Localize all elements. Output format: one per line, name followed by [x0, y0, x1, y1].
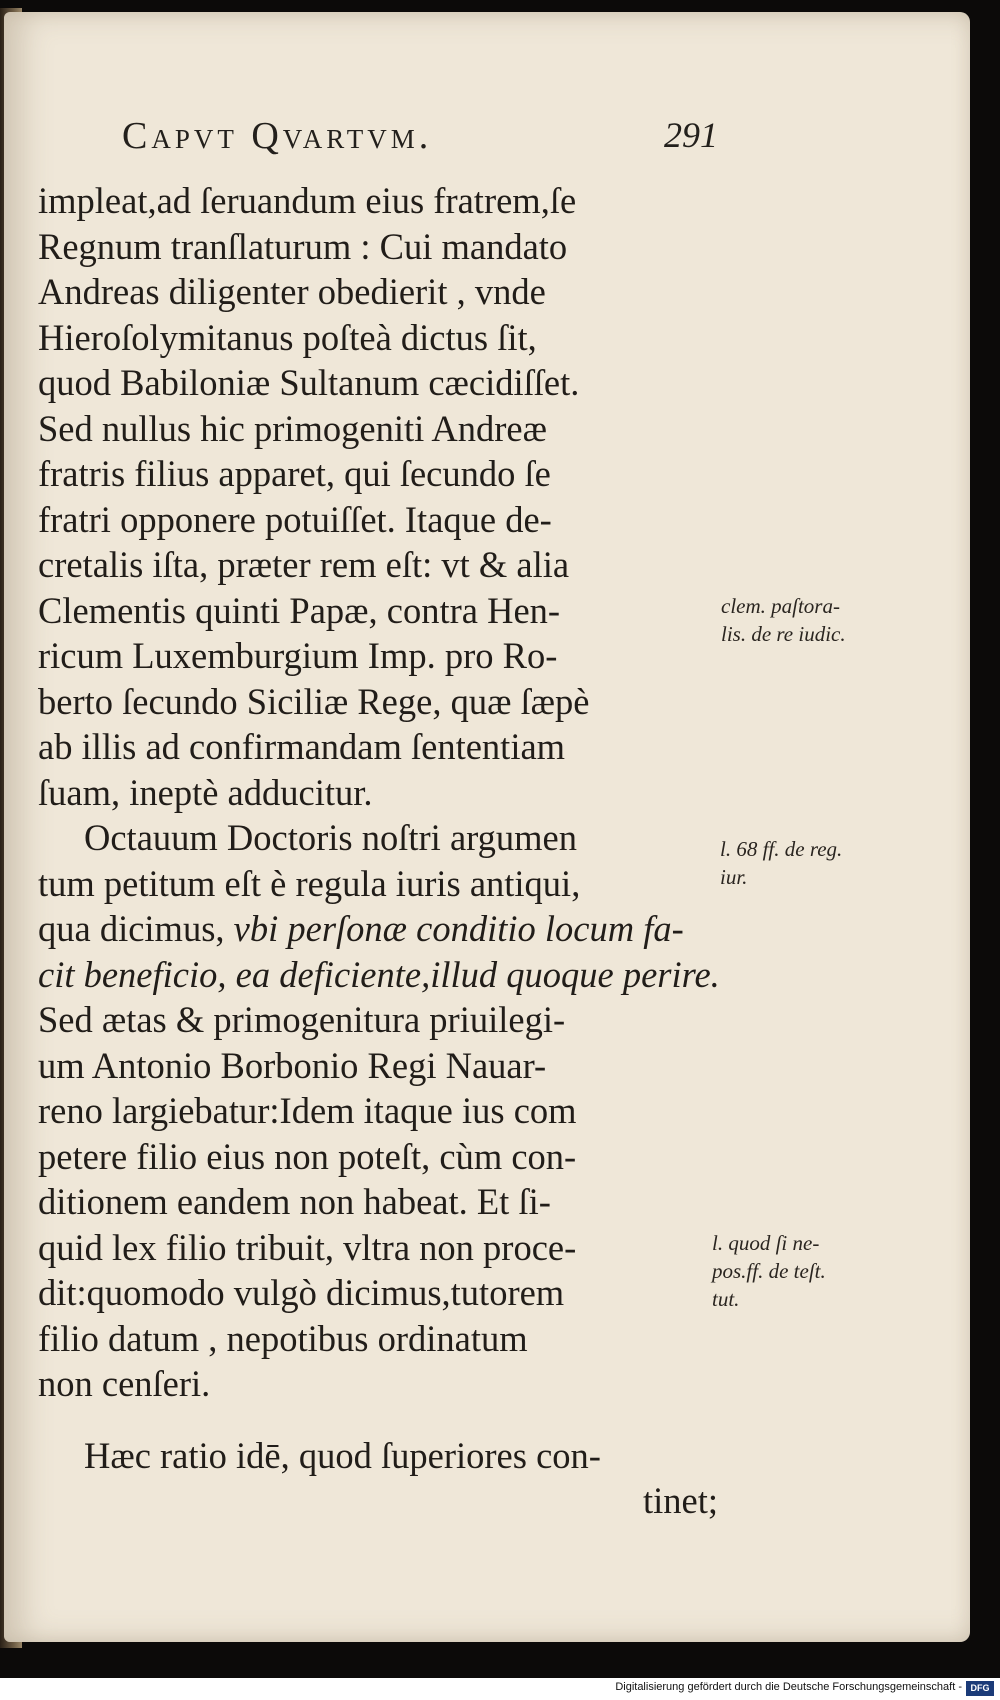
- text-run: Clementis quinti Papæ, contra Hen-: [38, 589, 561, 631]
- text-line: [38, 178, 718, 224]
- text-line: [38, 224, 718, 270]
- text-line: [38, 952, 718, 998]
- footer-credit: Digitalisierung gefördert durch die Deutsche Forschungsgemeinschaft -: [615, 1681, 962, 1693]
- text-line: [38, 1361, 718, 1407]
- marginal-note-line: iur.: [720, 865, 748, 889]
- text-line: [38, 1478, 718, 1524]
- marginal-note-2: [720, 835, 842, 891]
- text-run: Hieroſolymitanus poſteà dictus ſit,: [38, 316, 537, 358]
- text-line: [38, 997, 718, 1043]
- text-run: fratris filius apparet, qui ſecundo ſe: [38, 453, 551, 494]
- text-run: Octauum Doctoris noſtri argumen: [84, 817, 577, 858]
- text-run: tum petitum eſt è regula iuris antiqui,: [38, 862, 581, 904]
- text-run: qua dicimus,: [38, 908, 234, 949]
- text-line: [38, 1179, 718, 1225]
- text-run: Hæc ratio idē, quod ſuperiores con-: [84, 1434, 601, 1476]
- text-line: [38, 315, 718, 361]
- text-run: dit:quomodo vulgò dicimus,tutorem: [38, 1272, 565, 1313]
- text-run: ab illis ad confirmandam ſententiam: [38, 726, 566, 767]
- text-line: [38, 1316, 718, 1362]
- paragraph-gap: [38, 1407, 718, 1433]
- marginal-note-line: tut.: [712, 1287, 740, 1311]
- text-line: [38, 451, 718, 497]
- text-line: [38, 1433, 718, 1479]
- text-run: cretalis iſta, præter rem eſt: vt & alia: [38, 544, 570, 585]
- marginal-note-line: l. quod ſi ne-: [712, 1231, 820, 1255]
- text-line: [38, 1225, 718, 1271]
- text-run: petere filio eius non poteſt, cùm con-: [38, 1135, 577, 1177]
- text-line: [38, 724, 718, 770]
- text-line: [38, 269, 718, 315]
- marginal-note-1: [721, 592, 846, 648]
- text-run: ricum Luxemburgium Imp. pro Ro-: [38, 635, 558, 676]
- text-run: Sed ætas & primogenitura priuilegi-: [38, 999, 566, 1040]
- marginal-note-line: lis. de re iudic.: [721, 622, 846, 646]
- body-text: [38, 178, 718, 1524]
- italic-quote: vbi perſonæ conditio locum fa-: [233, 908, 684, 949]
- dfg-logo: DFG: [966, 1681, 994, 1696]
- text-line: [38, 1134, 718, 1180]
- text-run: filio datum , nepotibus ordinatum: [38, 1317, 528, 1359]
- text-line: [38, 861, 718, 907]
- text-run: berto ſecundo Siciliæ Rege, quæ ſæpè: [38, 680, 590, 722]
- text-line: [38, 1088, 718, 1134]
- text-run: Andreas diligenter obedierit , vnde: [38, 271, 546, 312]
- text-line: [38, 679, 718, 725]
- chapter-title: Capvt Qvartvm.: [122, 115, 433, 157]
- text-run: quid lex filio tribuit, vltra non proce-: [38, 1226, 577, 1268]
- marginal-note-line: pos.ff. de teſt.: [712, 1259, 826, 1283]
- text-run: um Antonio Borbonio Regi Nauar-: [38, 1044, 547, 1086]
- text-run: impleat,ad ſeruandum eius fratrem,ſe: [38, 180, 577, 221]
- marginal-note-line: l. 68 ff. de reg.: [720, 837, 843, 861]
- text-line: [38, 633, 718, 679]
- running-head: [122, 114, 722, 174]
- text-run: Sed nullus hic primogeniti Andreæ: [38, 407, 547, 449]
- text-line: [38, 588, 718, 634]
- text-run: Regnum tranſlaturum : Cui mandato: [38, 225, 568, 267]
- text-run: reno largiebatur:Idem itaque ius com: [38, 1090, 577, 1131]
- page-number: 291: [664, 115, 718, 155]
- text-run: tinet;: [642, 1480, 718, 1521]
- text-line: [38, 542, 718, 588]
- text-line: [38, 360, 718, 406]
- text-run: quod Babiloniæ Sultanum cæcidiſſet.: [38, 362, 580, 403]
- text-line: [38, 906, 718, 952]
- text-line: [38, 497, 718, 543]
- digitization-footer: [0, 1678, 1000, 1700]
- text-line: [38, 1270, 718, 1316]
- text-line: [38, 770, 718, 816]
- text-line: [38, 815, 718, 861]
- text-line: [38, 406, 718, 452]
- text-run: ſuam, ineptè adducitur.: [38, 771, 373, 813]
- text-line: [38, 1043, 718, 1089]
- marginal-note-3: [712, 1229, 826, 1313]
- text-run: ditionem eandem non habeat. Et ſi-: [38, 1181, 551, 1222]
- italic-quote: cit beneficio, ea deficiente,illud quoque perire.: [38, 953, 720, 995]
- text-run: non cenſeri.: [38, 1363, 211, 1404]
- marginal-note-line: clem. paſtora-: [721, 594, 840, 618]
- text-run: fratri opponere potuiſſet. Itaque de-: [38, 498, 552, 540]
- book-page: [4, 12, 970, 1642]
